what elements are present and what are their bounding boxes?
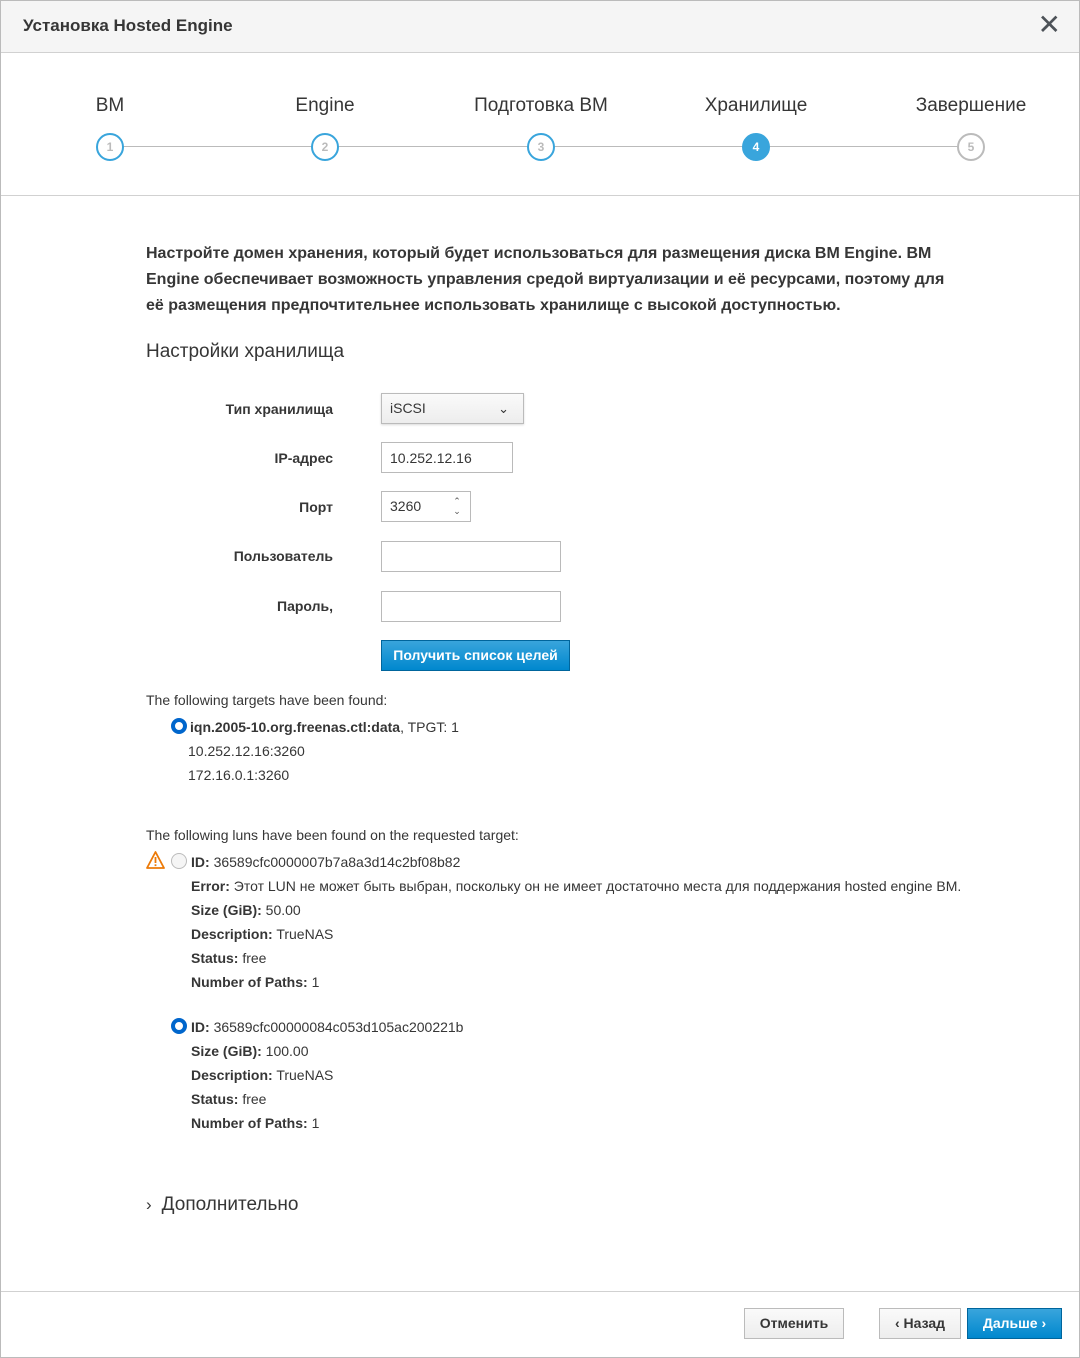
lun-id-label: ID: [191, 854, 210, 870]
target-portal: 10.252.12.16:3260 [188, 743, 305, 759]
storage-settings-title: Настройки хранилища [146, 341, 345, 362]
lun-size-value: 100.00 [265, 1043, 309, 1059]
password-input[interactable] [381, 591, 561, 622]
lun-description-label: Description: [191, 1067, 273, 1083]
password-label: Пароль, [277, 598, 333, 614]
dialog-footer [1, 1291, 1079, 1357]
lun-error-value: Этот LUN не может быть выбран, поскольку он не имеет достаточно места для поддержания hosted engine ВМ. [233, 878, 962, 894]
dialog-title: Установка Hosted Engine [23, 16, 233, 35]
lun-description-value: TrueNAS [276, 926, 334, 942]
intro-text: Настройте домен хранения, который будет использоваться для размещения диска ВМ Engine. ВМ Engine обеспечивает возможность управления средой виртуализации и её ресурсами, поэтому для её размещения предпочтительнее использовать хранилище с высокой доступностью. [146, 245, 945, 314]
lun-description-label: Description: [191, 926, 273, 942]
lun-paths-label: Number of Paths: [191, 974, 308, 990]
chevron-right-icon: › [146, 1195, 152, 1214]
target-radio[interactable] [171, 718, 187, 734]
close-icon[interactable]: ✕ [1037, 9, 1061, 40]
wizard-steps [1, 53, 1079, 196]
lun-size-row [191, 902, 301, 918]
step-number[interactable]: 1 [96, 133, 124, 161]
luns-heading: The following luns have been found on the requested target: [146, 827, 519, 843]
lun-radio[interactable] [171, 1018, 187, 1034]
step-number[interactable]: 4 [742, 133, 770, 161]
lun-paths-value: 1 [311, 974, 320, 990]
storage-type-label: Тип хранилища [225, 401, 333, 417]
user-input[interactable] [381, 541, 561, 572]
lun-status-row [191, 950, 266, 966]
lun-size-label: Size (GiB): [191, 902, 262, 918]
lun-status-label: Status: [191, 950, 239, 966]
next-button[interactable]: Дальше › [967, 1308, 1062, 1339]
lun-id-value: 36589cfc0000007b7a8a3d14c2bf08b82 [213, 854, 461, 870]
lun-size-row [191, 1043, 309, 1059]
fetch-targets-button[interactable]: Получить список целей [381, 640, 570, 671]
step-number[interactable]: 2 [311, 133, 339, 161]
lun-status-value: free [242, 950, 267, 966]
step-number[interactable]: 3 [527, 133, 555, 161]
spinner-arrows-icon[interactable]: ⌃ ⌄ [453, 496, 461, 516]
step-label: Подготовка ВМ [474, 95, 608, 116]
step-label: Завершение [915, 95, 1027, 116]
step-number[interactable]: 5 [957, 133, 985, 161]
back-button[interactable]: ‹ Назад [879, 1308, 961, 1339]
port-label: Порт [299, 499, 333, 515]
port-input[interactable] [381, 491, 471, 522]
lun-status-value: free [242, 1091, 267, 1107]
ip-address-input[interactable] [381, 442, 513, 473]
cancel-button[interactable]: Отменить [744, 1308, 844, 1339]
advanced-label: Дополнительно [161, 1194, 299, 1215]
lun-id-value: 36589cfc00000084c053d105ac200221b [213, 1019, 464, 1035]
chevron-down-icon: ⌄ [498, 401, 509, 416]
lun-paths-row [191, 1115, 319, 1131]
step-label: Engine [295, 95, 355, 116]
lun-description-row [191, 926, 333, 942]
lun-size-label: Size (GiB): [191, 1043, 262, 1059]
lun-paths-value: 1 [311, 1115, 320, 1131]
lun-paths-row [191, 974, 319, 990]
warning-icon [146, 851, 165, 869]
ip-label: IP-адрес [274, 450, 333, 466]
lun-error-label: Error: [191, 878, 230, 894]
targets-heading: The following targets have been found: [146, 692, 388, 708]
user-label: Пользователь [233, 548, 333, 564]
lun-size-value: 50.00 [265, 902, 301, 918]
storage-type-value: iSCSI [390, 400, 426, 416]
step-label: Хранилище [704, 95, 808, 116]
target-portal: 172.16.0.1:3260 [188, 767, 290, 783]
port-value: 3260 [390, 498, 422, 514]
lun-error-row [191, 878, 961, 894]
target-name: iqn.2005-10.org.freenas.ctl:data [190, 719, 401, 735]
lun-id-row [191, 1019, 463, 1035]
lun-radio[interactable] [171, 853, 187, 869]
lun-status-label: Status: [191, 1091, 239, 1107]
target-tpgt: , TPGT: 1 [400, 719, 459, 735]
storage-type-select[interactable] [381, 393, 524, 424]
lun-paths-label: Number of Paths: [191, 1115, 308, 1131]
lun-description-row [191, 1067, 333, 1083]
dialog-header [1, 1, 1079, 53]
advanced-toggle[interactable] [146, 1194, 298, 1216]
lun-status-row [191, 1091, 266, 1107]
lun-id-row [191, 854, 460, 870]
lun-id-label: ID: [191, 1019, 210, 1035]
target-row [190, 719, 459, 735]
step-label: ВМ [95, 95, 125, 116]
lun-description-value: TrueNAS [276, 1067, 334, 1083]
